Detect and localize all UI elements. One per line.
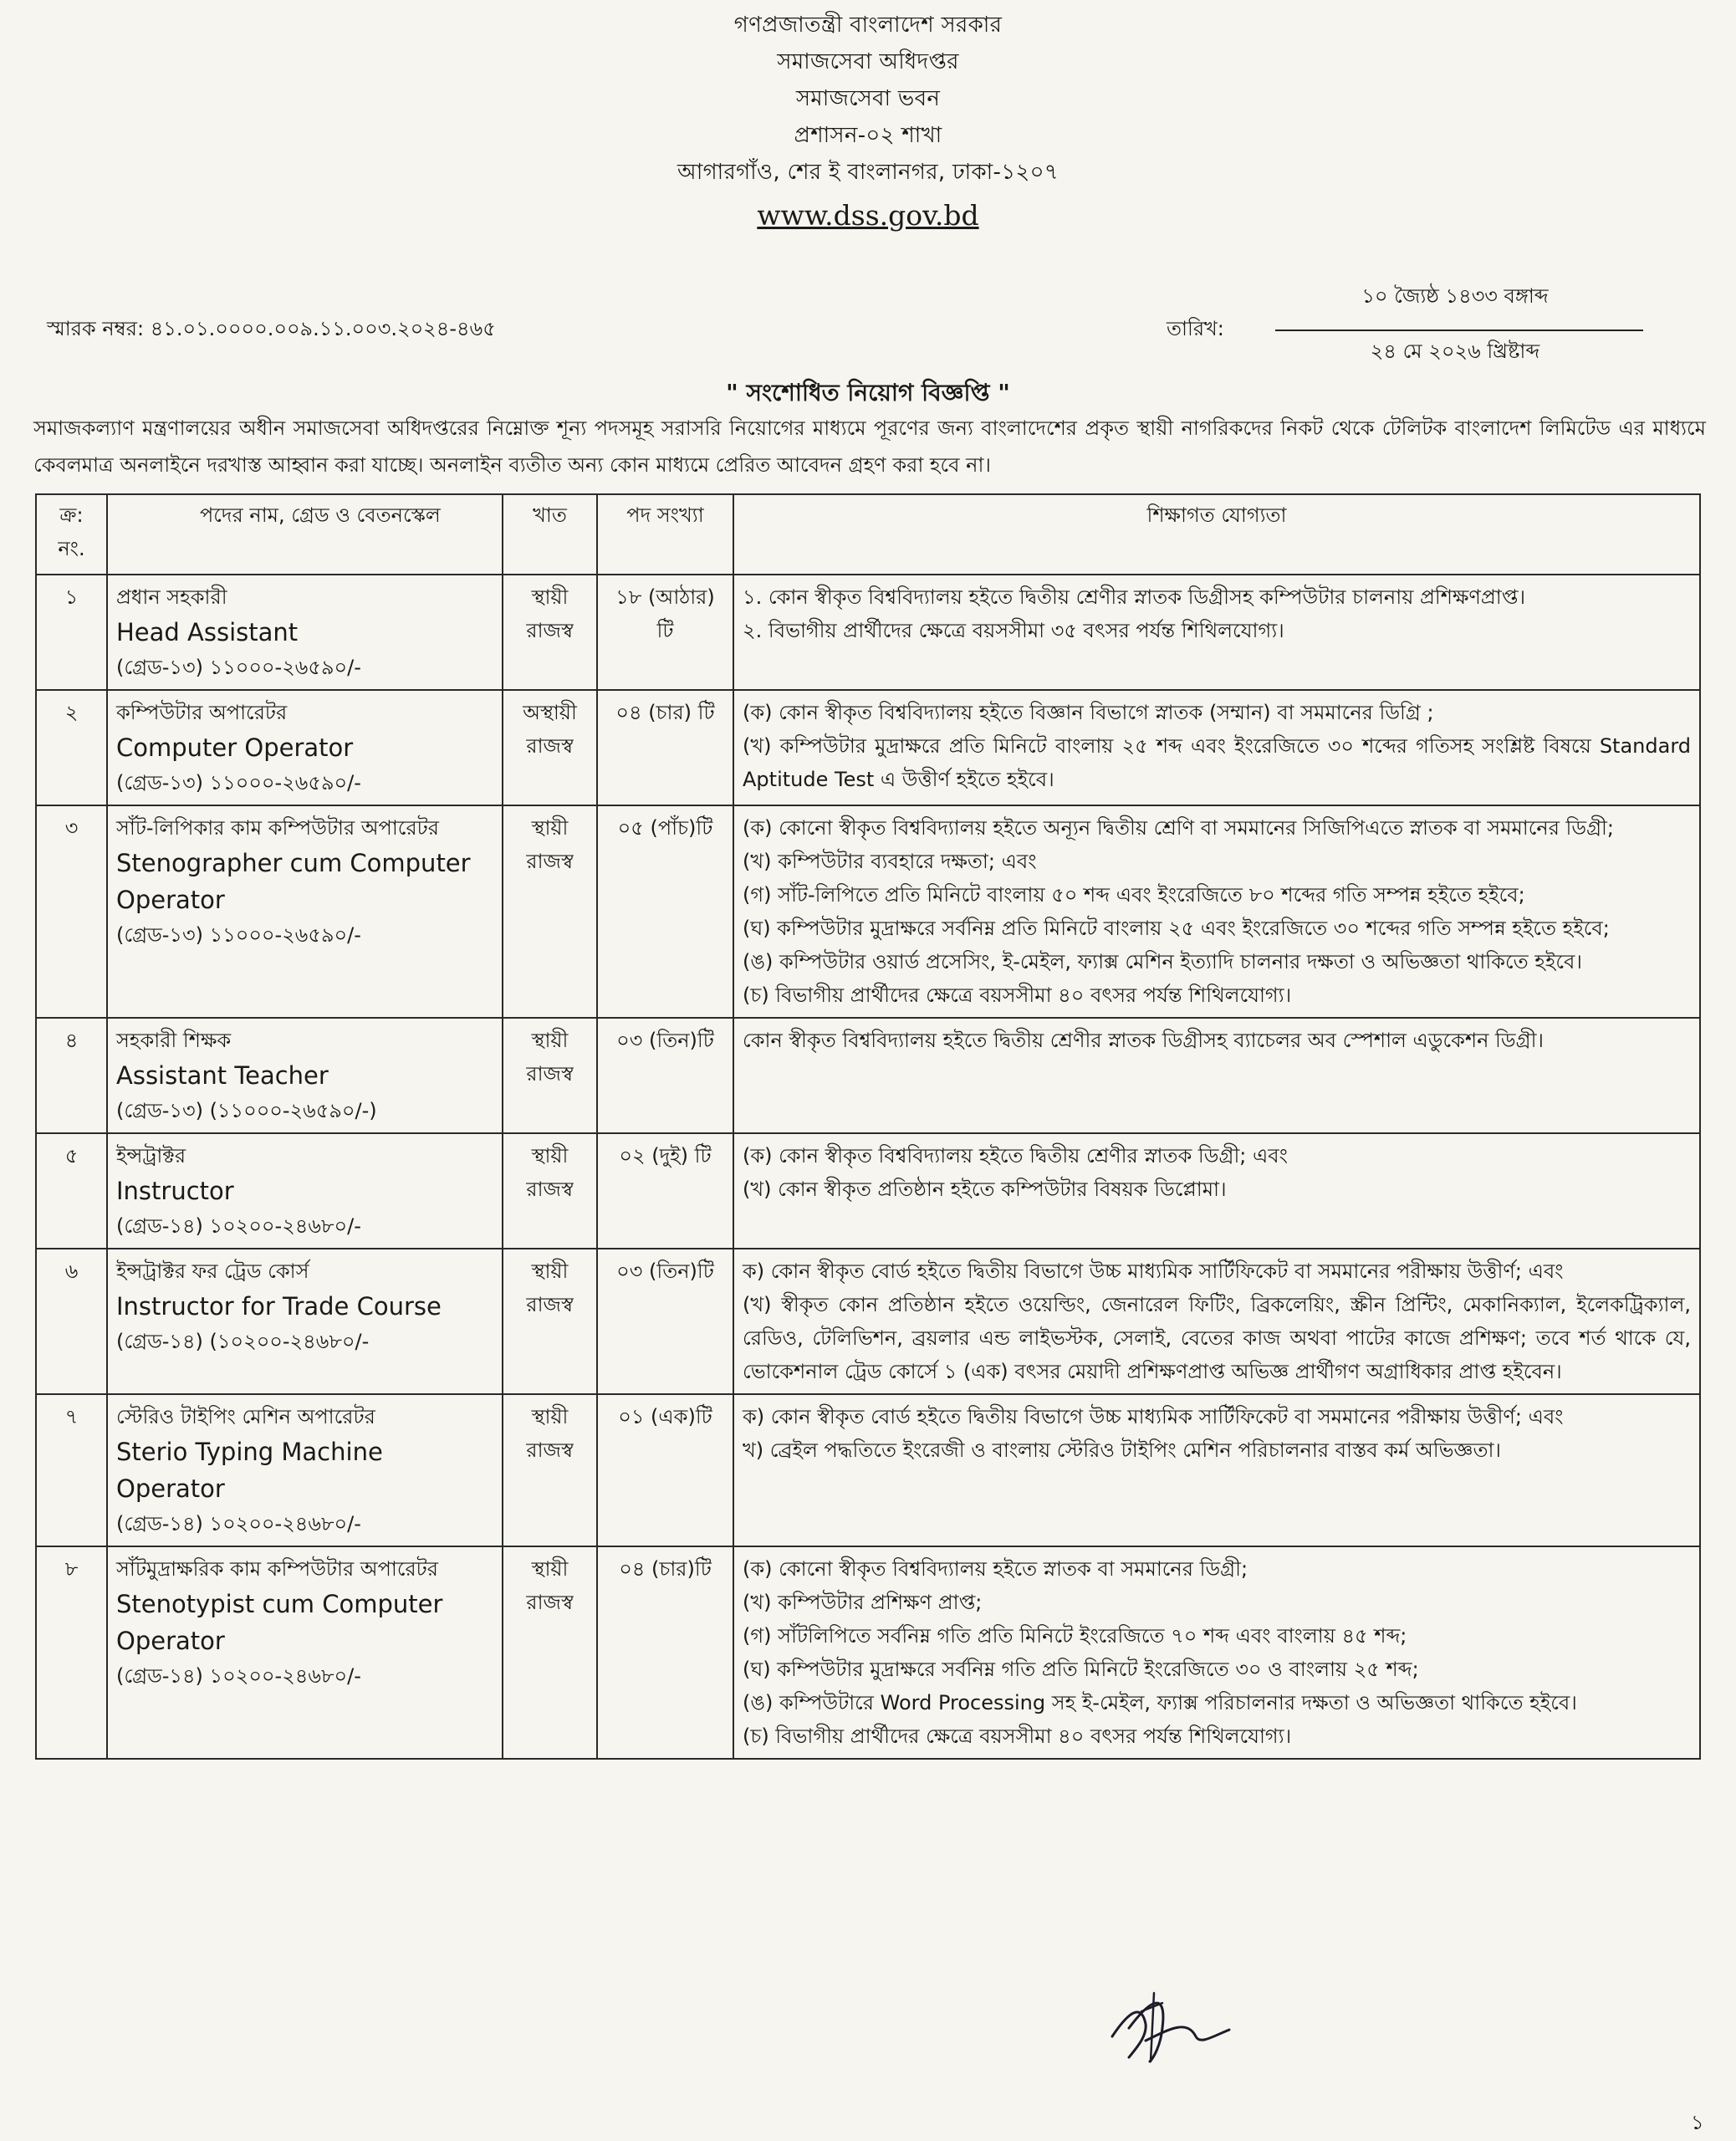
post-name-bangla: ইন্সট্রাক্টর <box>116 1144 186 1168</box>
date-bangla: ১০ জ্যৈষ্ঠ ১৪৩৩ বঙ্গাব্দ <box>1361 284 1549 308</box>
cell-count: ০৪ (চার)টি <box>597 1546 733 1759</box>
cell-qualification <box>733 575 1700 690</box>
cell-post <box>107 575 503 690</box>
qualification-item: (ঘ) কম্পিউটার মুদ্রাক্ষরে সর্বনিম্ন প্রতি মিনিটে বাংলায় ২৫ এবং ইংরেজিতে ৩০ শব্দের গতি সম্পন্ন হইতে হইবে; <box>743 917 1610 940</box>
cell-serial: ৭ <box>36 1394 107 1546</box>
cell-serial: ৫ <box>36 1133 107 1249</box>
cell-category: স্থায়ী রাজস্ব <box>503 805 597 1018</box>
signature <box>1095 1978 1238 2073</box>
header-line-branch: প্রশাসন-০২ শাখা <box>794 123 942 148</box>
post-grade-scale: (গ্রেড-১৩) ১১০০০-২৬৫৯০/- <box>116 771 361 795</box>
cell-category: স্থায়ী রাজস্ব <box>503 575 597 690</box>
post-name-english: Assistant Teacher <box>116 1061 329 1090</box>
post-name-bangla: কম্পিউটার অপারেটর <box>116 701 288 724</box>
qualification-item: ক) কোন স্বীকৃত বোর্ড হইতে দ্বিতীয় বিভাগে উচ্চ মাধ্যমিক সার্টিফিকেট বা সমমানের পরীক্ষায় উত্তীর্ণ; এবং <box>743 1260 1564 1283</box>
header-line-department: সমাজসেবা অধিদপ্তর <box>777 49 959 74</box>
qualification-item: (ঘ) কম্পিউটার মুদ্রাক্ষরে সর্বনিম্ন গতি প্রতি মিনিটে ইংরেজিতে ৩০ ও বাংলায় ২৫ শব্দ; <box>743 1658 1419 1681</box>
post-name-bangla: প্রধান সহকারী <box>116 585 227 609</box>
qualification-item: (খ) কম্পিউটার ব্যবহারে দক্ষতা; এবং <box>743 850 1037 873</box>
date-english: ২৪ মে ২০২৬ খ্রিষ্টাব্দ <box>1370 340 1540 363</box>
page-number: ১ <box>1691 2111 1704 2134</box>
cell-post <box>107 690 503 805</box>
vacancy-rows <box>36 575 1700 1759</box>
post-name-bangla: ইন্সট্রাক্টর ফর ট্রেড কোর্স <box>116 1260 309 1283</box>
cell-category: স্থায়ী রাজস্ব <box>503 1546 597 1759</box>
website-link[interactable]: www.dss.gov.bd <box>757 199 979 232</box>
cell-post <box>107 1394 503 1546</box>
cell-qualification <box>733 1546 1700 1759</box>
memo-number: স্মারক নম্বর: ৪১.০১.০০০০.০০৯.১১.০০৩.২০২৪-৪৬৫ <box>47 317 496 340</box>
post-grade-scale: (গ্রেড-১৪) ১০২০০-২৪৬৮০/- <box>116 1214 361 1238</box>
cell-count: ০৩ (তিন)টি <box>597 1018 733 1133</box>
qualification-item: (ক) কোনো স্বীকৃত বিশ্ববিদ্যালয় হইতে স্নাতক বা সমমানের ডিগ্রী; <box>743 1557 1248 1581</box>
post-name-english: Stenographer cum Computer Operator <box>116 849 471 914</box>
qualification-item: (খ) কম্পিউটার প্রশিক্ষণ প্রাপ্ত; <box>743 1591 983 1614</box>
qualification-item: (খ) কোন স্বীকৃত প্রতিষ্ঠান হইতে কম্পিউটার বিষয়ক ডিপ্লোমা। <box>743 1178 1227 1201</box>
table-row <box>36 1394 1700 1546</box>
post-name-english: Stenotypist cum Computer Operator <box>116 1590 443 1655</box>
intro-paragraph: সমাজকল্যাণ মন্ত্রণালয়ের অধীন সমাজসেবা অধিদপ্তরের নিম্নোক্ত শূন্য পদসমূহ সরাসরি নিয়োগের মাধ্যমে পূরণের জন্য বাংলাদেশের প্রকৃত স্থায়ী নাগরিকদের নিকট থেকে টেলিটক বাংলাদেশ লিমিটেড এর মাধ্যমে কেবলমাত্র অনলাইনে দরখাস্ত আহ্বান করা যাচ্ছে। অনলাইন ব্যতীত অন্য কোন মাধ্যমে প্রেরিত আবেদন গ্রহণ করা হবে না। <box>33 416 1706 477</box>
cell-post <box>107 805 503 1018</box>
post-name-english: Computer Operator <box>116 733 354 762</box>
post-name-bangla: সাঁট-লিপিকার কাম কম্পিউটার অপারেটর <box>116 816 439 840</box>
cell-category: স্থায়ী রাজস্ব <box>503 1249 597 1394</box>
cell-count: ১৮ (আঠার) টি <box>597 575 733 690</box>
table-row <box>36 575 1700 690</box>
cell-count: ০৫ (পাঁচ)টি <box>597 805 733 1018</box>
table-row <box>36 690 1700 805</box>
cell-category: স্থায়ী রাজস্ব <box>503 1133 597 1249</box>
cell-count: ০৪ (চার) টি <box>597 690 733 805</box>
cell-qualification <box>733 1249 1700 1394</box>
qualification-item: ক) কোন স্বীকৃত বোর্ড হইতে দ্বিতীয় বিভাগে উচ্চ মাধ্যমিক সার্টিফিকেট বা সমমানের পরীক্ষায় উত্তীর্ণ; এবং <box>743 1405 1564 1428</box>
post-grade-scale: (গ্রেড-১৩) (১১০০০-২৬৫৯০/-) <box>116 1099 377 1122</box>
header-category: খাত <box>503 494 597 575</box>
cell-category: স্থায়ী রাজস্ব <box>503 1018 597 1133</box>
qualification-item: (গ) সাঁটলিপিতে সর্বনিম্ন গতি প্রতি মিনিটে ইংরেজিতে ৭০ শব্দ এবং বাংলায় ৪৫ শব্দ; <box>743 1624 1407 1648</box>
table-row <box>36 1546 1700 1759</box>
post-name-bangla: সাঁটমুদ্রাক্ষরিক কাম কম্পিউটার অপারেটর <box>116 1557 438 1581</box>
post-name-bangla: সহকারী শিক্ষক <box>116 1029 232 1052</box>
cell-serial: ৩ <box>36 805 107 1018</box>
cell-qualification <box>733 1133 1700 1249</box>
cell-qualification <box>733 690 1700 805</box>
table-row <box>36 1133 1700 1249</box>
cell-category: স্থায়ী রাজস্ব <box>503 1394 597 1546</box>
cell-post <box>107 1249 503 1394</box>
post-name-bangla: স্টেরিও টাইপিং মেশিন অপারেটর <box>116 1405 375 1428</box>
cell-category: অস্থায়ী রাজস্ব <box>503 690 597 805</box>
post-grade-scale: (গ্রেড-১৪) ১০২০০-২৪৬৮০/- <box>116 1512 361 1535</box>
header-line-address: আগারগাঁও, শের ই বাংলানগর, ঢাকা-১২০৭ <box>677 160 1059 185</box>
post-name-english: Head Assistant <box>116 618 299 646</box>
post-name-english: Instructor <box>116 1177 234 1205</box>
post-grade-scale: (গ্রেড-১৪) (১০২০০-২৪৬৮০/- <box>116 1330 370 1353</box>
cell-serial: ৬ <box>36 1249 107 1394</box>
qualification-item: (ক) কোন স্বীকৃত বিশ্ববিদ্যালয় হইতে দ্বিতীয় শ্রেণীর স্নাতক ডিগ্রী; এবং <box>743 1144 1288 1168</box>
notice-title: " সংশোধিত নিয়োগ বিজ্ঞপ্তি " <box>726 379 1010 406</box>
vacancy-table <box>35 493 1701 1760</box>
qualification-item: (খ) কম্পিউটার মুদ্রাক্ষরে প্রতি মিনিটে বাংলায় ২৫ শব্দ এবং ইংরেজিতে ৩০ শব্দের গতিসহ সংশ্লিষ্ট বিষয়ে Standard Aptitude Test এ উত্তীর্ণ হইতে হইবে। <box>743 734 1691 791</box>
cell-post <box>107 1133 503 1249</box>
header-qualification: শিক্ষাগত যোগ্যতা <box>733 494 1700 575</box>
table-row <box>36 805 1700 1018</box>
table-row <box>36 1018 1700 1133</box>
post-grade-scale: (গ্রেড-১৩) ১১০০০-২৬৫৯০/- <box>116 656 361 679</box>
post-name-english: Sterio Typing Machine Operator <box>116 1438 383 1503</box>
cell-count: ০১ (এক)টি <box>597 1394 733 1546</box>
qualification-item: ২. বিভাগীয় প্রার্থীদের ক্ষেত্রে বয়সসীমা ৩৫ বৎসর পর্যন্ত শিথিলযোগ্য। <box>743 619 1284 642</box>
header-count: পদ সংখ্যা <box>597 494 733 575</box>
qualification-item: (ঙ) কম্পিউটার ওয়ার্ড প্রসেসিং, ই-মেইল, ফ্যাক্স মেশিন ইত্যাদি চালনার দক্ষতা ও অভিজ্ঞতা থাকিতে হইবে। <box>743 950 1582 973</box>
cell-qualification <box>733 805 1700 1018</box>
cell-post <box>107 1546 503 1759</box>
qualification-item: (চ) বিভাগীয় প্রার্থীদের ক্ষেত্রে বয়সসীমা ৪০ বৎসর পর্যন্ত শিথিলযোগ্য। <box>743 984 1292 1007</box>
cell-count: ০২ (দুই) টি <box>597 1133 733 1249</box>
cell-post <box>107 1018 503 1133</box>
date-divider <box>1275 330 1643 331</box>
qualification-item: (ক) কোনো স্বীকৃত বিশ্ববিদ্যালয় হইতে অন্যূন দ্বিতীয় শ্রেণি বা সমমানের সিজিপিএতে স্নাতক বা সমমানের ডিগ্রী; <box>743 816 1615 840</box>
office-header <box>0 7 1736 239</box>
post-grade-scale: (গ্রেড-১৪) ১০২০০-২৪৬৮০/- <box>116 1664 361 1688</box>
qualification-item: (ঙ) কম্পিউটারে Word Processing সহ ই-মেইল, ফ্যাক্স পরিচালনার দক্ষতা ও অভিজ্ঞতা থাকিতে হইবে। <box>743 1691 1577 1714</box>
qualification-item: (চ) বিভাগীয় প্রার্থীদের ক্ষেত্রে বয়সসীমা ৪০ বৎসর পর্যন্ত শিথিলযোগ্য। <box>743 1725 1292 1748</box>
qualification-item: (গ) সাঁট-লিপিতে প্রতি মিনিটে বাংলায় ৫০ শব্দ এবং ইংরেজিতে ৮০ শব্দের গতি সম্পন্ন হইতে হইবে; <box>743 883 1525 907</box>
post-grade-scale: (গ্রেড-১৩) ১১০০০-২৬৫৯০/- <box>116 923 361 947</box>
post-name-english: Instructor for Trade Course <box>116 1292 442 1321</box>
header-line-building: সমাজসেবা ভবন <box>795 86 941 111</box>
qualification-item: (খ) স্বীকৃত কোন প্রতিষ্ঠান হইতে ওয়েল্ডিং, জেনারেল ফিটিং, ব্রিকলেয়িং, স্ক্রীন প্রিন্টিং, মেকানিক্যাল, ইলেকট্রিক্যাল, রেডিও, টেলিভিশন, ব্রয়লার এন্ড লাইভস্টক, সেলাই, বেতের কাজ অথবা পাটের কাজে প্রশিক্ষণ; তবে শর্ত থাকে যে, ভোকেশনাল ট্রেড কোর্সে ১ (এক) বৎসর মেয়াদী প্রশিক্ষণপ্রাপ্ত অভিজ্ঞ প্রার্থীগণ অগ্রাধিকার প্রাপ্ত হইবেন। <box>743 1293 1691 1383</box>
qualification-item: ১. কোন স্বীকৃত বিশ্ববিদ্যালয় হইতে দ্বিতীয় শ্রেণীর স্নাতক ডিগ্রীসহ কম্পিউটার চালনায় প্রশিক্ষণপ্রাপ্ত। <box>743 585 1526 609</box>
table-header-row <box>36 494 1700 575</box>
cell-serial: ২ <box>36 690 107 805</box>
cell-serial: ৪ <box>36 1018 107 1133</box>
qualification-item: কোন স্বীকৃত বিশ্ববিদ্যালয় হইতে দ্বিতীয় শ্রেণীর স্নাতক ডিগ্রীসহ ব্যাচেলর অব স্পেশাল এডুকেশন ডিগ্রী। <box>743 1029 1545 1052</box>
header-line-government: গণপ্রজাতন্ত্রী বাংলাদেশ সরকার <box>733 13 1003 38</box>
table-row <box>36 1249 1700 1394</box>
cell-count: ০৩ (তিন)টি <box>597 1249 733 1394</box>
cell-serial: ১ <box>36 575 107 690</box>
cell-qualification <box>733 1394 1700 1546</box>
date-label: তারিখ: <box>1167 317 1224 340</box>
qualification-item: খ) ব্রেইল পদ্ধতিতে ইংরেজী ও বাংলায় স্টেরিও টাইপিং মেশিন পরিচালনার বাস্তব কর্ম অভিজ্ঞতা। <box>743 1438 1502 1462</box>
qualification-item: (ক) কোন স্বীকৃত বিশ্ববিদ্যালয় হইতে বিজ্ঞান বিভাগে স্নাতক (সম্মান) বা সমমানের ডিগ্রি ; <box>743 701 1434 724</box>
header-post: পদের নাম, গ্রেড ও বেতনস্কেল <box>107 494 503 575</box>
cell-qualification <box>733 1018 1700 1133</box>
header-serial: ক্র: নং. <box>36 494 107 575</box>
cell-serial: ৮ <box>36 1546 107 1759</box>
